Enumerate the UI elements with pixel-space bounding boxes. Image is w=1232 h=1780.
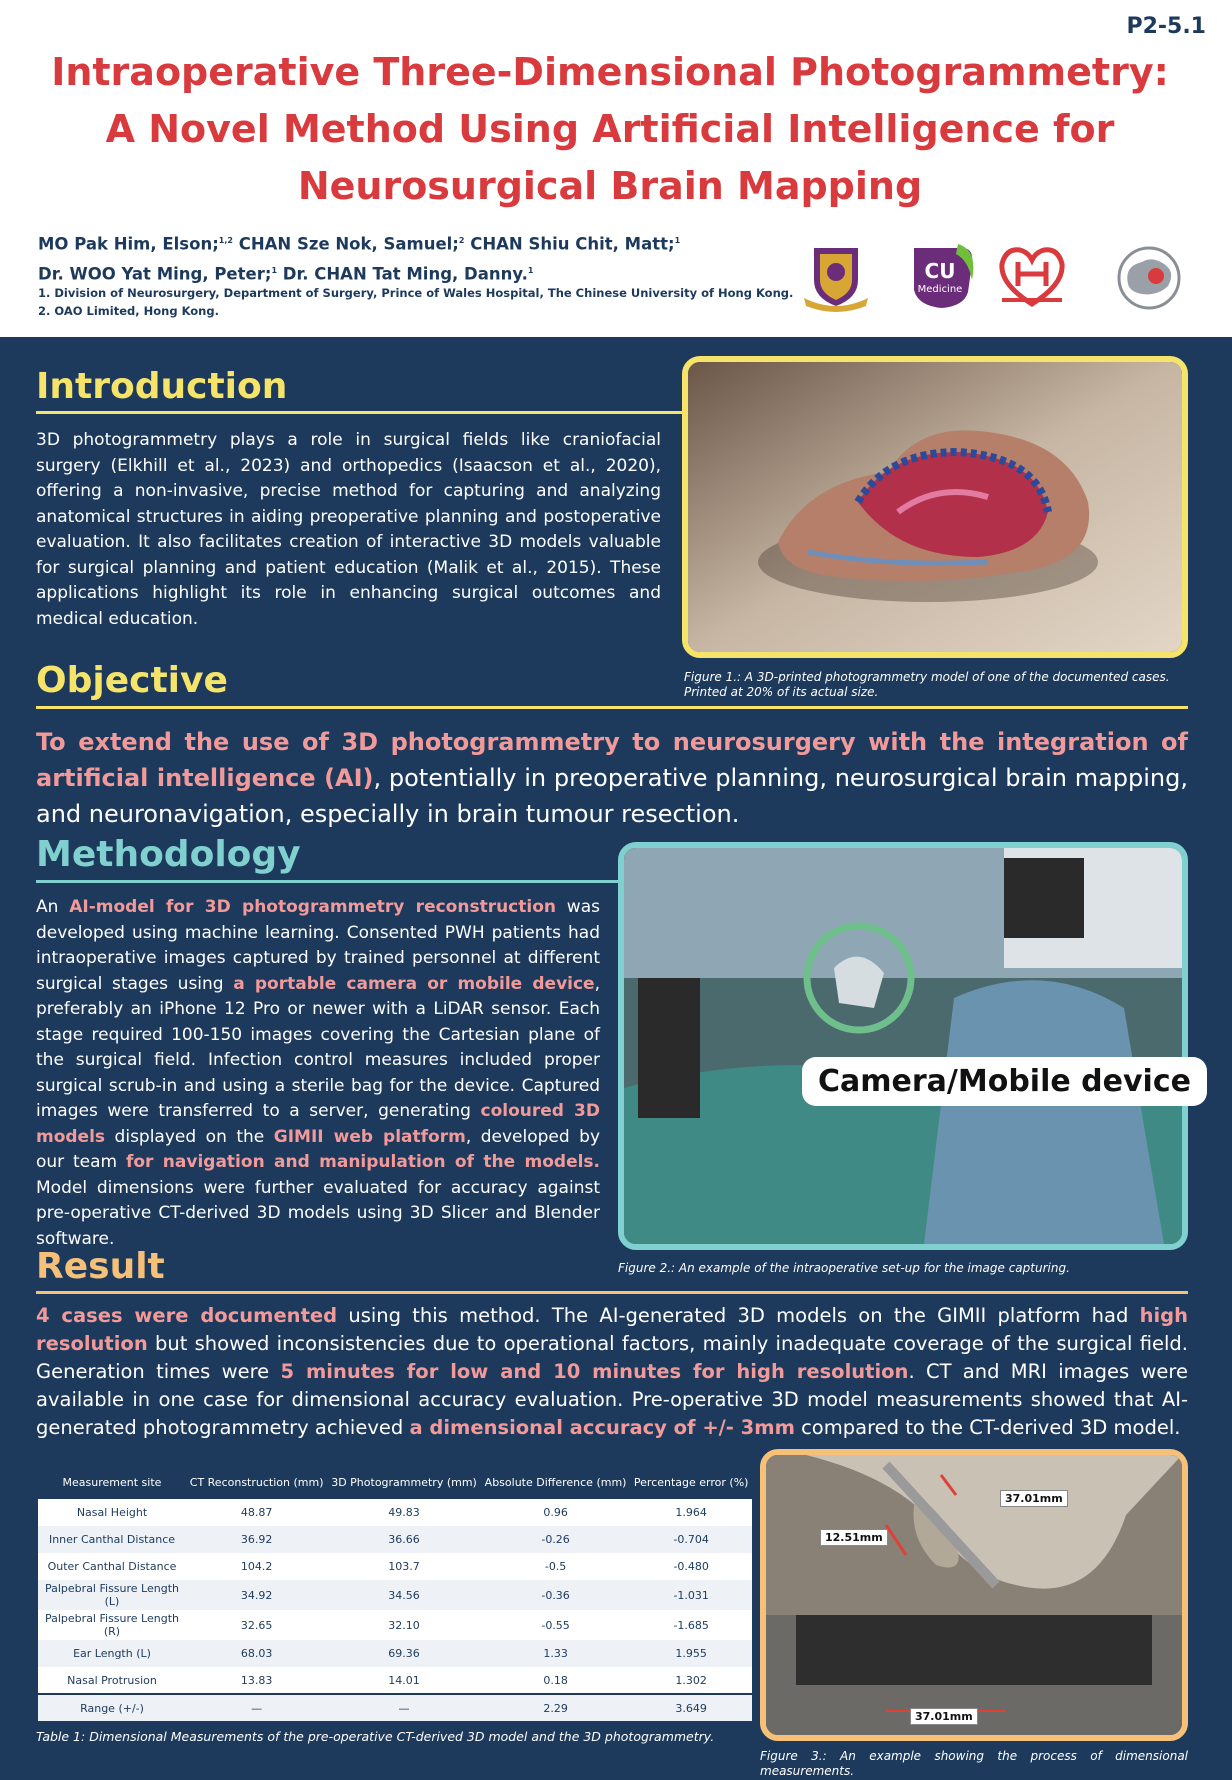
table-row bbox=[38, 1526, 752, 1553]
cu-medicine-text-2: Medicine bbox=[917, 284, 963, 295]
objective-text bbox=[36, 724, 1188, 832]
methodology-segment-text: An bbox=[36, 897, 70, 917]
figure-3-caption: Figure 3.: An example showing the process of dimensional measurements. bbox=[760, 1749, 1188, 1778]
figure-3-label-3: 37.01mm bbox=[910, 1708, 978, 1725]
figure-2-caption: Figure 2.: An example of the intraoperative set-up for the image capturing. bbox=[618, 1261, 1070, 1275]
table-row bbox=[38, 1580, 752, 1610]
table-cell: 14.01 bbox=[327, 1667, 481, 1694]
brain-tumour-centre-logo bbox=[1104, 240, 1194, 312]
table-header-row bbox=[38, 1465, 752, 1499]
table-cell: 32.10 bbox=[327, 1610, 481, 1640]
objective-heading: Objective bbox=[36, 660, 228, 701]
table-header: 3D Photogrammetry (mm) bbox=[327, 1465, 481, 1499]
methodology-segment-text: displayed on the bbox=[105, 1126, 274, 1147]
table-range-row bbox=[38, 1694, 752, 1721]
table-row bbox=[38, 1640, 752, 1667]
table-cell: 104.2 bbox=[186, 1553, 327, 1580]
table-cell: Nasal Protrusion bbox=[38, 1667, 186, 1694]
table-row bbox=[38, 1610, 752, 1640]
result-segment-text: using this method. The AI-generated 3D models on the GIMII platform had bbox=[337, 1304, 1140, 1327]
methodology-segment-highlight: AI-model for 3D photogrammetry reconstruction bbox=[69, 897, 556, 917]
affiliation-1: 1. Division of Neurosurgery, Department of Surgery, Prince of Wales Hospital, The Chinese University of Hong Kong. bbox=[38, 286, 794, 300]
affiliation-2: 2. OAO Limited, Hong Kong. bbox=[38, 304, 219, 318]
table-cell: 0.96 bbox=[481, 1499, 631, 1526]
result-segment-text: . CT and MRI images were available in one case for dimensional accuracy evaluation. Pre-operative 3D model measurements showed that AI-generated photogrammetry achieved bbox=[36, 1360, 1189, 1439]
affiliations bbox=[38, 284, 793, 320]
table-cell: Ear Length (L) bbox=[38, 1640, 186, 1667]
table-header: Absolute Difference (mm) bbox=[481, 1465, 631, 1499]
result-rule bbox=[36, 1291, 1188, 1294]
table-cell: -0.26 bbox=[481, 1526, 631, 1553]
figure-1-caption: Figure 1.: A 3D-printed photogrammetry model of one of the documented cases. Printed at 20% of its actual size. bbox=[684, 670, 1170, 699]
table-header: CT Reconstruction (mm) bbox=[186, 1465, 327, 1499]
methodology-segment-highlight: GIMII web platform bbox=[273, 1126, 466, 1147]
table-cell: 49.83 bbox=[327, 1499, 481, 1526]
hospital-heart-logo bbox=[996, 240, 1068, 312]
introduction-rule bbox=[36, 411, 684, 414]
result-text bbox=[36, 1302, 1188, 1442]
objective-highlight: To extend the use of 3D photogrammetry to neurosurgery with the integration of artificial intelligence (AI) bbox=[36, 728, 1188, 792]
figure-1-image bbox=[682, 356, 1188, 658]
methodology-text bbox=[36, 895, 600, 1252]
table-row bbox=[38, 1667, 752, 1694]
methodology-segment-highlight: a portable camera or mobile device bbox=[233, 973, 595, 994]
table-row bbox=[38, 1553, 752, 1580]
result-segment-highlight: 4 cases were documented bbox=[36, 1304, 338, 1327]
table-cell: — bbox=[327, 1694, 481, 1721]
table-cell: Outer Canthal Distance bbox=[38, 1553, 186, 1580]
table-cell: 13.83 bbox=[186, 1667, 327, 1694]
figure-3-label-1: 37.01mm bbox=[1000, 1490, 1068, 1507]
table-cell: — bbox=[186, 1694, 327, 1721]
table-cell: -0.480 bbox=[630, 1553, 752, 1580]
table-cell: 48.87 bbox=[186, 1499, 327, 1526]
poster-code: P2-5.1 bbox=[1126, 14, 1206, 39]
methodology-segment-text: Model dimensions were further evaluated for accuracy against pre-operative CT-derived 3D models using 3D Slicer and Blender software. bbox=[36, 1177, 600, 1249]
methodology-heading: Methodology bbox=[36, 834, 301, 875]
result-segment-highlight: high resolution bbox=[36, 1304, 1188, 1355]
objective-rule bbox=[36, 706, 1188, 709]
table-cell: -1.685 bbox=[630, 1610, 752, 1640]
methodology-segment-text: was developed using machine learning. Consented PWH patients had intraoperative images captured by trained personnel at different surgical stages using bbox=[36, 897, 600, 994]
table-cell: 68.03 bbox=[186, 1640, 327, 1667]
methodology-segment-text: , developed by our team bbox=[36, 1126, 601, 1172]
author-line-1: MO Pak Him, Elson;$^{1,2}$ CHAN Sze Nok, Samuel;$^2$ CHAN Shiu Chit, Matt;$^1$ bbox=[38, 234, 681, 254]
table-cell: -1.031 bbox=[630, 1580, 752, 1610]
table-cell: -0.5 bbox=[481, 1553, 631, 1580]
result-heading: Result bbox=[36, 1246, 165, 1287]
table-header: Percentage error (%) bbox=[630, 1465, 752, 1499]
table-row bbox=[38, 1499, 752, 1526]
table-cell: 103.7 bbox=[327, 1553, 481, 1580]
table-cell: Range (+/-) bbox=[38, 1694, 186, 1721]
poster-title bbox=[40, 44, 1180, 215]
figure-2-image bbox=[618, 842, 1188, 1250]
table-cell: 69.36 bbox=[327, 1640, 481, 1667]
title-line-3: Neurosurgical Brain Mapping bbox=[297, 164, 923, 208]
table-header: Measurement site bbox=[38, 1465, 186, 1499]
figure-2-label: Camera/Mobile device bbox=[802, 1057, 1207, 1106]
cu-medicine-logo bbox=[906, 240, 978, 312]
result-segment-highlight: a dimensional accuracy of +/- 3mm bbox=[409, 1416, 795, 1439]
table-cell: 1.964 bbox=[630, 1499, 752, 1526]
introduction-heading: Introduction bbox=[36, 366, 288, 407]
introduction-text: 3D photogrammetry plays a role in surgical fields like craniofacial surgery (Elkhill et al., 2023) and orthopedics (Isaacson et al., 2020), offering a non-invasive, precise method for capturing and analyzing anatomical structures in aiding preoperative planning and postoperative evaluation. It also facilitates creation of interactive 3D models valuable for surgical planning and patient education (Malik et al., 2015). These applications highlight its role in enhancing surgical outcomes and medical education. bbox=[36, 430, 661, 629]
table-cell: 2.29 bbox=[481, 1694, 631, 1721]
table-caption: Table 1: Dimensional Measurements of the pre-operative CT-derived 3D model and the 3D photogrammetry. bbox=[36, 1729, 715, 1744]
table-cell: Nasal Height bbox=[38, 1499, 186, 1526]
methodology-segment-highlight: for navigation and manipulation of the models. bbox=[125, 1152, 601, 1172]
table-cell: -0.55 bbox=[481, 1610, 631, 1640]
figure-3-image bbox=[760, 1449, 1188, 1741]
table-cell: 3.649 bbox=[630, 1694, 752, 1721]
methodology-segment-highlight: coloured 3D models bbox=[36, 1101, 600, 1147]
table-cell: -0.36 bbox=[481, 1580, 631, 1610]
cu-medicine-text-1: CU bbox=[924, 259, 956, 283]
table-cell: 0.18 bbox=[481, 1667, 631, 1694]
result-segment-highlight: 5 minutes for low and 10 minutes for high resolution bbox=[280, 1360, 909, 1383]
methodology-rule bbox=[36, 880, 626, 883]
title-line-1: Intraoperative Three-Dimensional Photogrammetry: bbox=[51, 50, 1169, 94]
title-line-2: A Novel Method Using Artificial Intelligence for bbox=[105, 107, 1115, 151]
figure-3-label-2: 12.51mm bbox=[820, 1529, 888, 1546]
table-cell: 32.65 bbox=[186, 1610, 327, 1640]
result-segment-text: but showed inconsistencies due to operational factors, mainly inadequate coverage of the surgical field. Generation times were bbox=[36, 1332, 1188, 1383]
poster-header bbox=[0, 0, 1232, 337]
cuhk-crest-logo bbox=[800, 240, 872, 312]
author-list bbox=[38, 228, 680, 287]
author-line-2: Dr. WOO Yat Ming, Peter;$^1$ Dr. CHAN Tat Ming, Danny.$^1$ bbox=[38, 264, 534, 283]
table-cell: 36.66 bbox=[327, 1526, 481, 1553]
table-cell: Palpebral Fissure Length (R) bbox=[38, 1610, 186, 1640]
table-cell: Palpebral Fissure Length (L) bbox=[38, 1580, 186, 1610]
table-cell: 1.955 bbox=[630, 1640, 752, 1667]
table-cell: Inner Canthal Distance bbox=[38, 1526, 186, 1553]
objective-rest: , potentially in preoperative planning, neurosurgical brain mapping, and neuronavigation, especially in brain tumour resection. bbox=[36, 764, 1188, 828]
table-cell: 1.33 bbox=[481, 1640, 631, 1667]
table-cell: 34.92 bbox=[186, 1580, 327, 1610]
methodology-segment-text: , preferably an iPhone 12 Pro or newer with a LiDAR sensor. Each stage required 100-150 images covering the Cartesian plane of the surgical field. Infection control measures included proper surgical scrub-in and using a sterile bag for the device. Captured images were transferred to a server, generating bbox=[36, 973, 600, 1121]
table-cell: 1.302 bbox=[630, 1667, 752, 1694]
result-segment-text: compared to the CT-derived 3D model. bbox=[794, 1416, 1181, 1439]
measurement-table bbox=[38, 1465, 752, 1721]
table-cell: 36.92 bbox=[186, 1526, 327, 1553]
table-cell: 34.56 bbox=[327, 1580, 481, 1610]
table-cell: -0.704 bbox=[630, 1526, 752, 1553]
